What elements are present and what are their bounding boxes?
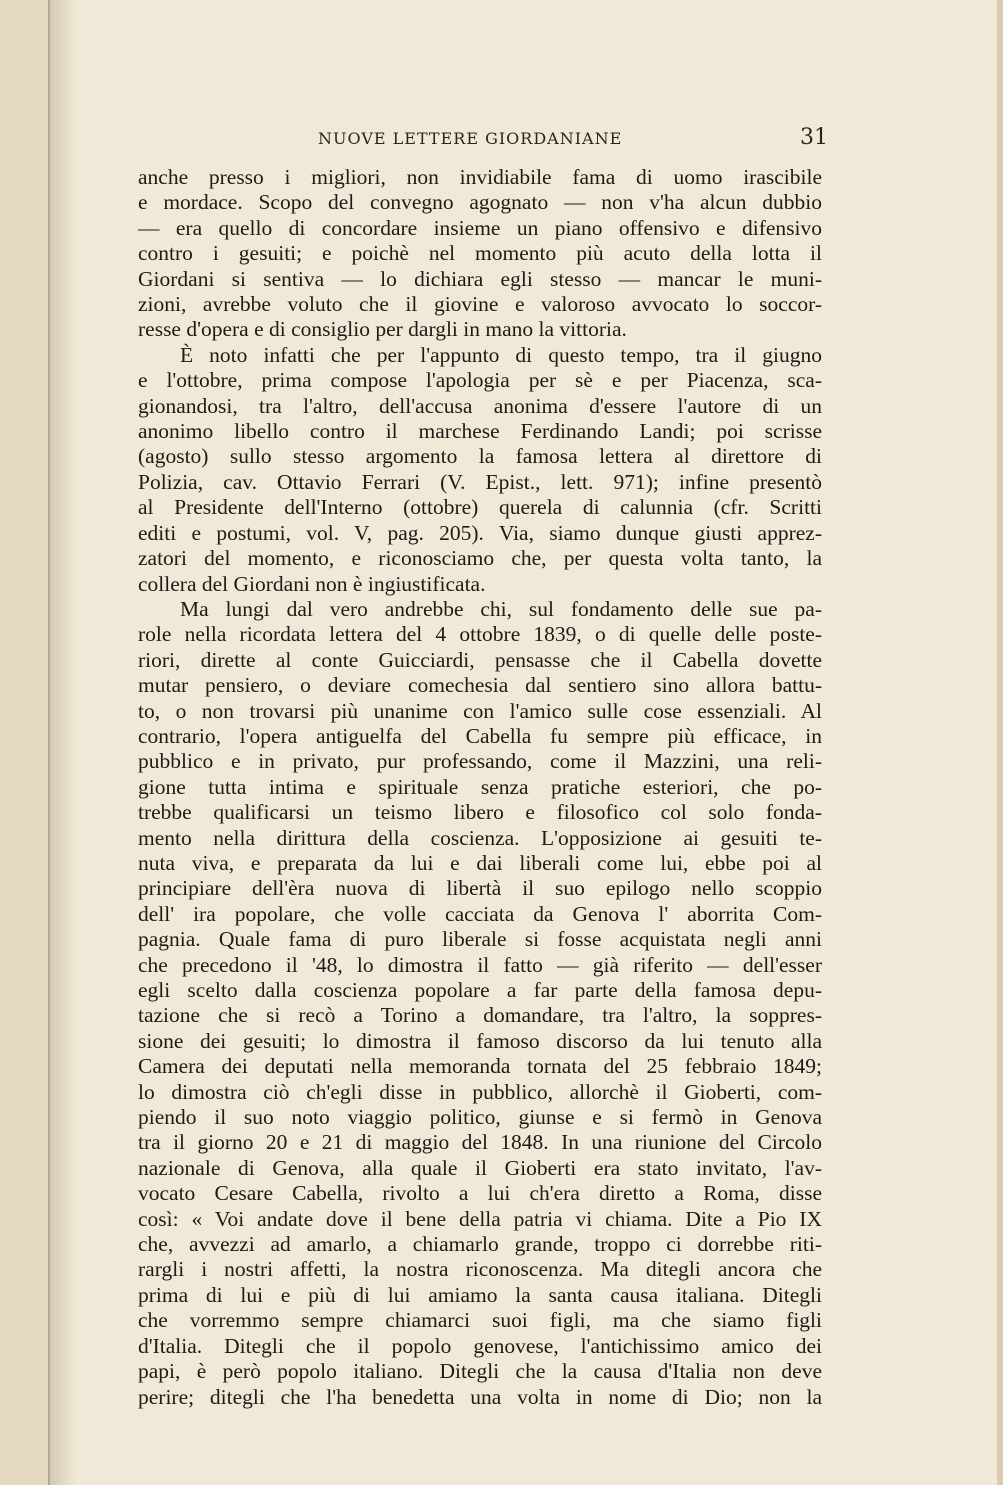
text-line: che, avvezzi ad amarlo, a chiamarlo grande, troppo ci dorrebbe riti-	[138, 1232, 822, 1257]
text-line: lo dimostra ciò ch'egli disse in pubblico, allorchè il Gioberti, com-	[138, 1079, 822, 1104]
text-line: contrario, l'opera antiguelfa del Cabella fu sempre più efficace, in	[138, 723, 822, 748]
text-line: al Presidente dell'Interno (ottobre) querela di calunnia (cfr. Scritti	[138, 495, 822, 520]
text-line: pubblico e in privato, pur professando, come il Mazzini, una reli-	[138, 749, 822, 774]
text-line: Ma lungi dal vero andrebbe chi, sul fondamento delle sue pa-	[180, 596, 822, 621]
running-title: NUOVE LETTERE GIORDANIANE	[318, 129, 623, 148]
text-line: — era quello di concordare insieme un piano offensivo e difensivo	[138, 215, 822, 240]
text-line: papi, è però popolo italiano. Ditegli che la causa d'Italia non deve	[138, 1359, 822, 1384]
text-line: nuta viva, e preparata da lui e dai liberali come lui, ebbe poi al	[138, 850, 822, 875]
text-line: contro i gesuiti; e poichè nel momento più acuto della lotta il	[138, 241, 822, 266]
text-line: e mordace. Scopo del convegno agognato — non v'ha alcun dubbio	[138, 190, 822, 215]
text-line: mutar pensiero, o deviare comechesia dal sentiero sino allora battu-	[138, 673, 822, 698]
text-line: dell' ira popolare, che volle cacciata da Genova l' aborrita Com-	[138, 901, 822, 926]
text-line: principiare dell'èra nuova di libertà il suo epilogo nello scoppio	[138, 876, 822, 901]
text-line: zatori del momento, e riconosciamo che, per questa volta tanto, la	[138, 546, 822, 571]
text-line: zioni, avrebbe voluto che il giovine e valoroso avvocato lo soccor-	[138, 292, 822, 317]
text-line: tazione che si recò a Torino a domandare, tra l'altro, la soppres-	[138, 1003, 822, 1028]
text-line: anonimo libello contro il marchese Ferdinando Landi; poi scrisse	[138, 419, 822, 444]
gutter-shadow	[48, 0, 78, 1485]
text-line: che vorremmo sempre chiamarci suoi figli, ma che siamo figli	[138, 1308, 822, 1333]
text-line: mento nella dirittura della coscienza. L'opposizione ai gesuiti te-	[138, 825, 822, 850]
text-line: rargli i nostri affetti, la nostra riconoscenza. Ma ditegli ancora che	[138, 1257, 822, 1282]
text-line: (agosto) sullo stesso argomento la famosa lettera al direttore di	[138, 444, 822, 469]
text-line: riori, dirette al conte Guicciardi, pensasse che il Cabella dovette	[138, 647, 822, 672]
text-line: gionandosi, tra l'altro, dell'accusa anonima d'essere l'autore di un	[138, 393, 822, 418]
text-line: sione dei gesuiti; lo dimostra il famoso discorso da lui tenuto alla	[138, 1028, 822, 1053]
text-line: nazionale di Genova, alla quale il Gioberti era stato invitato, l'av-	[138, 1155, 822, 1180]
text-line: editi e postumi, vol. V, pag. 205). Via, siamo dunque giusti apprez-	[138, 520, 822, 545]
text-line: gione tutta intima e spirituale senza pratiche esteriori, che po-	[138, 774, 822, 799]
text-line: trebbe qualificarsi un teismo libero e filosofico col solo fonda-	[138, 800, 822, 825]
text-line: pagnia. Quale fama di puro liberale si fosse acquistata negli anni	[138, 927, 822, 952]
text-line: to, o non trovarsi più unanime con l'amico sulle cose essenziali. Al	[138, 698, 822, 723]
text-line: e l'ottobre, prima compose l'apologia per sè e per Piacenza, sca-	[138, 368, 822, 393]
text-line: Camera dei deputati nella memoranda tornata del 25 febbraio 1849;	[138, 1054, 822, 1079]
text-line: resse d'opera e di consiglio per dargli in mano la vittoria.	[138, 317, 627, 342]
text-line: anche presso i migliori, non invidiabile fama di uomo irascibile	[138, 165, 822, 189]
text-line: È noto infatti che per l'appunto di questo tempo, tra il giugno	[180, 342, 822, 367]
text-line: così: « Voi andate dove il bene della patria vi chiama. Dite a Pio IX	[138, 1206, 822, 1231]
text-line: perire; ditegli che l'ha benedetta una volta in nome di Dio; non la	[138, 1384, 822, 1409]
text-line: prima di lui e più di lui amiamo la santa causa italiana. Ditegli	[138, 1282, 822, 1307]
right-page-edge	[997, 0, 1003, 1485]
text-line: piendo il suo noto viaggio politico, giunse e si fermò in Genova	[138, 1105, 822, 1130]
text-line: egli scelto dalla coscienza popolare a far parte della famosa depu-	[138, 978, 822, 1002]
left-page-edge	[0, 0, 50, 1485]
text-line: tra il giorno 20 e 21 di maggio del 1848. In una riunione del Circolo	[138, 1130, 822, 1155]
text-line: collera del Giordani non è ingiustificata.	[138, 571, 486, 596]
body-text	[138, 165, 822, 1410]
text-line: Giordani si sentiva — lo dichiara egli stesso — mancar le muni-	[138, 266, 822, 291]
text-line: vocato Cesare Cabella, rivolto a lui ch'era diretto a Roma, disse	[138, 1181, 822, 1206]
page-header	[318, 125, 828, 155]
text-line: Polizia, cav. Ottavio Ferrari (V. Epist., lett. 971); infine presentò	[138, 469, 822, 494]
page-number: 31	[800, 125, 828, 150]
text-line: role nella ricordata lettera del 4 ottobre 1839, o di quelle delle poste-	[138, 622, 822, 647]
text-line: d'Italia. Ditegli che il popolo genovese, l'antichissimo amico dei	[138, 1333, 822, 1358]
text-line: che precedono il '48, lo dimostra il fatto — già riferito — dell'esser	[138, 952, 822, 977]
